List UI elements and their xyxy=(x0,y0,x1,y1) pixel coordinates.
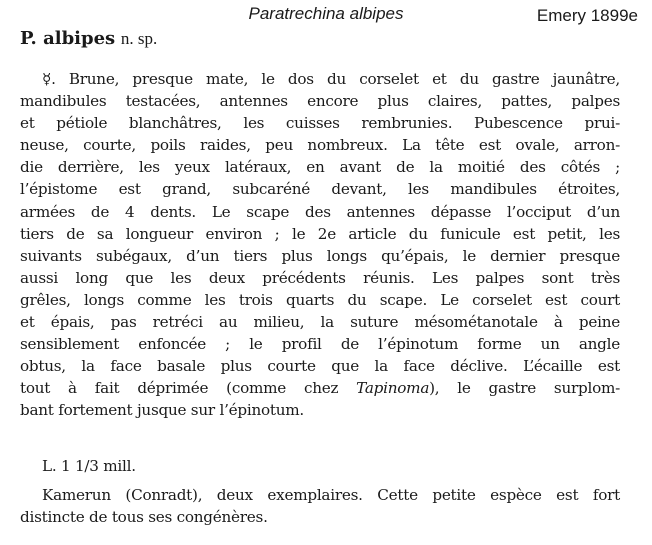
page-header-species: Paratrechina albipes xyxy=(248,4,404,23)
description-line: et épais, pas retréci au milieu, la suture mésométanotale à peine xyxy=(20,313,620,332)
description-line: die derrière, les yeux latéraux, en avant de la moitié des côtés ; xyxy=(20,158,620,177)
taxon-name: P. albipes xyxy=(20,28,116,49)
page-header-author: Emery 1899e xyxy=(536,6,638,25)
description-line: aussi long que les deux précédents réunis. Les palpes sont très xyxy=(20,268,620,287)
locality-paragraph xyxy=(20,484,620,528)
description-line: tout à fait déprimée (comme chez Tapinoma), le gastre surplom- xyxy=(20,379,620,398)
taxon-status: n. sp. xyxy=(120,29,158,48)
locality-line: Kamerun (Conradt), deux exemplaires. Cette petite espèce est fort xyxy=(42,486,620,504)
description-line: bant fortement jusque sur l’épinotum. xyxy=(20,401,305,420)
description-line: sensiblement enfoncée ; le profil de l’épinotum forme un angle xyxy=(20,335,620,354)
genus-name-italic: Tapinoma xyxy=(356,379,430,398)
description-line: tiers de sa longueur environ ; le 2e article du funicule est petit, les xyxy=(20,224,620,243)
taxon-heading xyxy=(20,27,157,51)
description-line: mandibules testacées, antennes encore plus claires, pattes, palpes xyxy=(20,92,620,111)
description-line: et pétiole blanchâtres, les cuisses rembrunies. Pubescence prui- xyxy=(20,114,620,133)
locality-line: distincte de tous ses congénères. xyxy=(20,508,268,527)
description-line: neuse, courte, poils raides, peu nombreux. La tête est ovale, arron- xyxy=(20,136,620,155)
description-line: ☿. Brune, presque mate, le dos du corselet et du gastre jaunâtre, xyxy=(42,70,620,88)
description-line: grêles, longs comme les trois quarts du scape. Le corselet est court xyxy=(20,290,620,309)
length-measurement: L. 1 1/3 mill. xyxy=(42,457,136,475)
description-line: obtus, la face basale plus courte que la face déclive. L’écaille est xyxy=(20,357,620,376)
description-line: l’épistome est grand, subcaréné devant, les mandibules étroites, xyxy=(20,180,620,199)
description-line: armées de 4 dents. Le scape des antennes dépasse l’occiput d’un xyxy=(20,202,620,221)
description-line: suivants subégaux, d’un tiers plus longs qu’épais, le dernier presque xyxy=(20,246,620,265)
description-paragraph xyxy=(20,68,620,422)
